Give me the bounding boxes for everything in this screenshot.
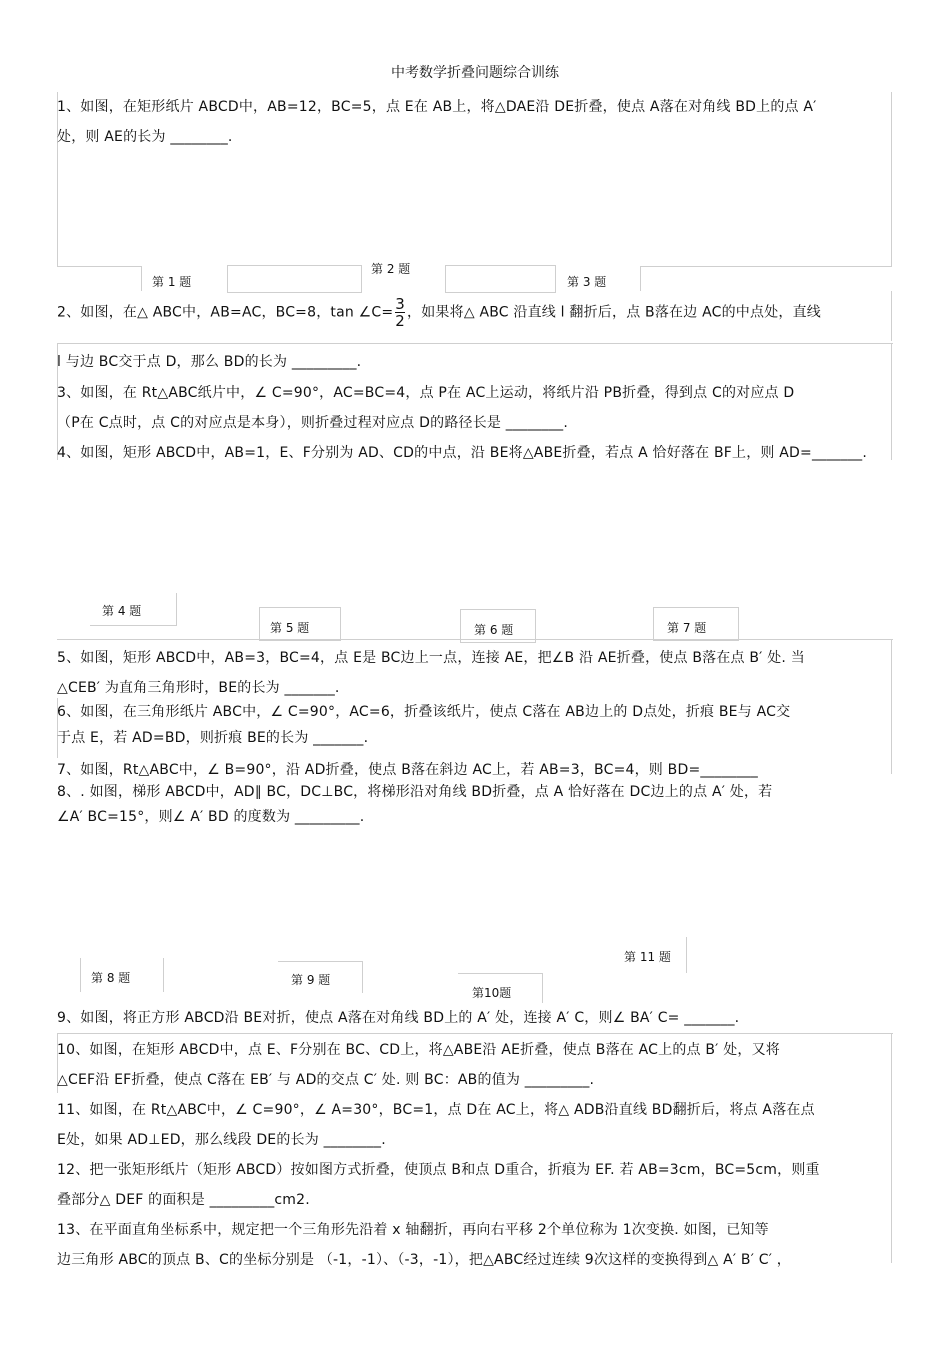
question-1-line-2: 处，则 AE的长为 ________. bbox=[57, 129, 233, 145]
border-line bbox=[891, 1093, 892, 1153]
question-8-line-2: ∠A′ BC=15°，则∠ A′ BD 的度数为 _________. bbox=[57, 809, 365, 825]
border-line bbox=[458, 973, 542, 974]
tan-fraction bbox=[395, 296, 405, 329]
question-7: 7、如图，Rt△ABC中，∠ B=90°，沿 AD折叠，使点 B落在斜边 AC上，若 AB=3，BC=4，则 BD=________ bbox=[57, 762, 758, 778]
question-4: 4、如图，矩形 ABCD中，AB=1，E、F分别为 AD、CD的中点，沿 BE将△ABE折叠，若点 A 恰好落在 BF上，则 AD=_______. bbox=[57, 445, 867, 461]
border-line bbox=[640, 266, 892, 267]
question-2-text-pre: 2、如图，在△ ABC中，AB=AC，BC=8，tan ∠C= bbox=[57, 304, 394, 321]
border-line bbox=[891, 291, 892, 341]
question-9: 9、如图，将正方形 ABCD沿 BE对折，使点 A落在对角线 BD上的 A′ 处，连接 A′ C，则∠ BA′ C= _______. bbox=[57, 1010, 740, 1026]
question-13-line-2: 边三角形 ABC的顶点 B、C的坐标分别是 （-1，-1）、（-3，-1），把△ABC经过连续 9次这样的变换得到△ A′ B′ C′ ， bbox=[57, 1252, 791, 1268]
question-5-line-1: 5、如图，矩形 ABCD中，AB=3，BC=4，点 E是 BC边上一点，连接 AE，把∠B 沿 AE折叠，使点 B落在点 B′ 处. 当 bbox=[57, 650, 805, 666]
question-3-line-2: （P在 C点时，点 C的对应点是本身），则折叠过程对应点 D的路径长是 ________. bbox=[57, 415, 569, 431]
figure-label-2: 第 2 题 bbox=[371, 262, 411, 276]
border-line bbox=[80, 958, 81, 992]
figure-label-1: 第 1 题 bbox=[152, 275, 192, 289]
border-line bbox=[891, 1153, 892, 1263]
question-2-line-2: l 与边 BC交于点 D，那么 BD的长为 _________. bbox=[57, 354, 362, 370]
question-12-line-2: 叠部分△ DEF 的面积是 _________cm2. bbox=[57, 1192, 310, 1208]
border-line bbox=[176, 593, 177, 625]
border-line bbox=[57, 343, 893, 344]
figure-placeholder-box bbox=[445, 265, 556, 293]
question-5-line-2: △CEB′ 为直角三角形时，BE的长为 _______. bbox=[57, 680, 340, 696]
question-3-line-1: 3、如图，在 Rt△ABC纸片中，∠ C=90°，AC=BC=4，点 P在 AC上运动，将纸片沿 PB折叠，得到点 C的对应点 D bbox=[57, 385, 795, 401]
question-13-line-1: 13、在平面直角坐标系中，规定把一个三角形先沿着 x 轴翻折，再向右平移 2个单位称为 1次变换. 如图，已知等 bbox=[57, 1222, 769, 1238]
border-line bbox=[891, 698, 892, 758]
question-2-line-1 bbox=[57, 296, 821, 329]
question-10-line-1: 10、如图，在矩形 ABCD中，点 E、F分别在 BC、CD上，将△ABE沿 AE折叠，使点 B落在 AC上的点 B′ 处，又将 bbox=[57, 1042, 781, 1058]
fraction-denominator: 2 bbox=[395, 312, 406, 330]
border-line bbox=[640, 266, 641, 291]
figure-label-7: 第 7 题 bbox=[667, 621, 707, 635]
border-line bbox=[57, 92, 58, 266]
border-line bbox=[891, 758, 892, 774]
question-11-line-1: 11、如图，在 Rt△ABC中，∠ C=90°，∠ A=30°，BC=1，点 D在 AC上，将△ ADB沿直线 BD翻折后，将点 A落在点 bbox=[57, 1102, 815, 1118]
border-line bbox=[141, 266, 142, 291]
question-8-line-1: 8、. 如图，梯形 ABCD中，AD∥ BC，DC⊥BC，将梯形沿对角线 BD折叠，点 A 恰好落在 DC边上的点 A′ 处，若 bbox=[57, 784, 773, 800]
fraction-numerator: 3 bbox=[395, 295, 406, 313]
border-line bbox=[57, 639, 893, 640]
question-1-line-1: 1、如图，在矩形纸片 ABCD中，AB=12，BC=5，点 E在 AB上，将△DAE沿 DE折叠，使点 A落在对角线 BD上的点 A′ bbox=[57, 99, 817, 115]
border-line bbox=[542, 973, 543, 1003]
question-6-line-2: 于点 E，若 AD=BD，则折痕 BE的长为 _______. bbox=[57, 730, 369, 746]
border-line bbox=[57, 1033, 893, 1034]
figure-label-5: 第 5 题 bbox=[270, 621, 310, 635]
border-line bbox=[278, 961, 362, 962]
border-line bbox=[90, 625, 177, 626]
border-line bbox=[57, 266, 142, 267]
figure-label-4: 第 4 题 bbox=[102, 604, 142, 618]
question-6-line-1: 6、如图，在三角形纸片 ABC中，∠ C=90°，AC=6，折叠该纸片，使点 C落在 AB边上的 D点处，折痕 BE与 AC交 bbox=[57, 704, 791, 720]
border-line bbox=[891, 639, 892, 699]
figure-label-9: 第 9 题 bbox=[291, 973, 331, 987]
border-line bbox=[891, 92, 892, 266]
figure-label-6: 第 6 题 bbox=[474, 623, 514, 637]
figure-label-10: 第10题 bbox=[472, 986, 512, 1000]
figure-label-3: 第 3 题 bbox=[567, 275, 607, 289]
question-11-line-2: E处，如果 AD⊥ED，那么线段 DE的长为 ________. bbox=[57, 1132, 386, 1148]
border-line bbox=[891, 1033, 892, 1093]
figure-placeholder-box bbox=[227, 265, 362, 293]
question-12-line-1: 12、把一张矩形纸片（矩形 ABCD）按如图方式折叠，使顶点 B和点 D重合，折痕为 EF. 若 AB=3cm，BC=5cm，则重 bbox=[57, 1162, 820, 1178]
border-line bbox=[362, 961, 363, 993]
page-title: 中考数学折叠问题综合训练 bbox=[391, 65, 559, 81]
border-line bbox=[163, 958, 164, 992]
border-line bbox=[891, 343, 892, 460]
figure-label-11: 第 11 题 bbox=[624, 950, 671, 964]
question-2-text-post: ，如果将△ ABC 沿直线 l 翻折后，点 B落在边 AC的中点处，直线 bbox=[407, 304, 822, 321]
border-line bbox=[686, 937, 687, 973]
figure-label-8: 第 8 题 bbox=[91, 971, 131, 985]
question-10-line-2: △CEF沿 EF折叠，使点 C落在 EB′ 与 AD的交点 C′ 处. 则 BC：AB的值为 _________. bbox=[57, 1072, 595, 1088]
